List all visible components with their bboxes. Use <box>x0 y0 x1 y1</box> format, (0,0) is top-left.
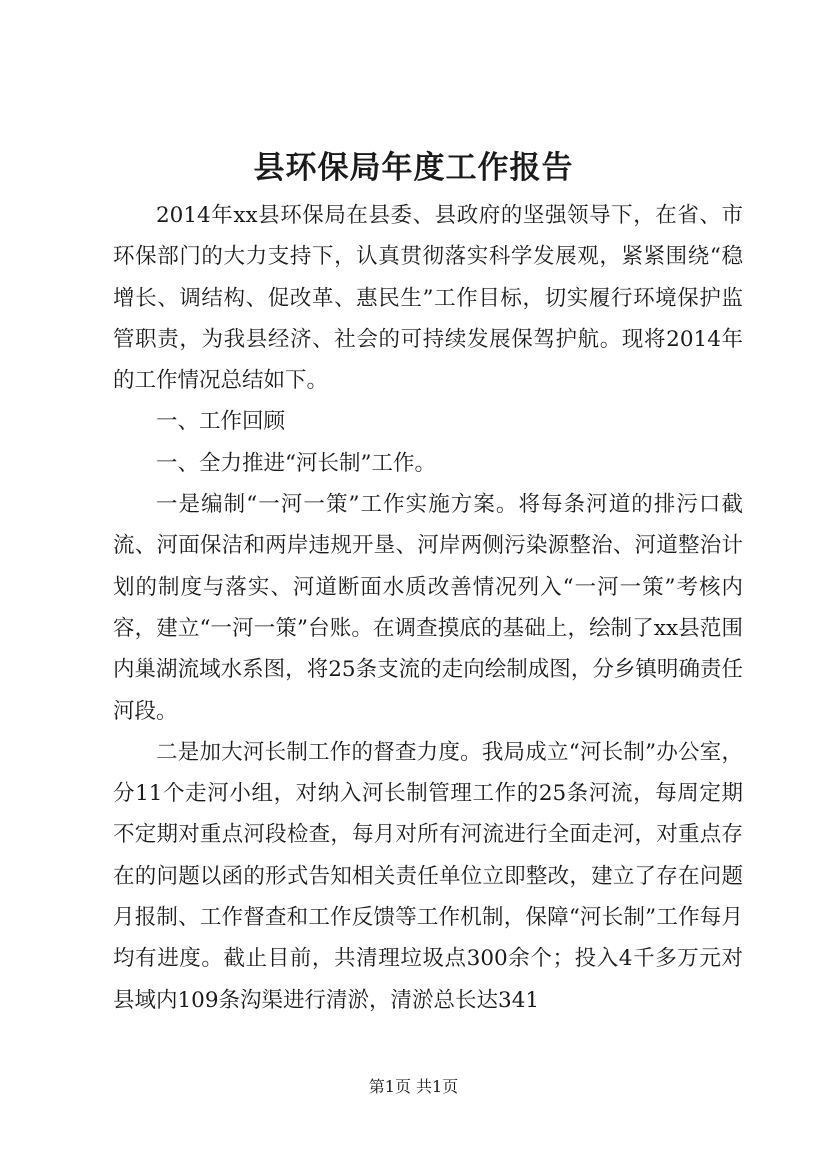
paragraph-item-1: 一是编制“一河一策”工作实施方案。将每条河道的排污口截流、河面保洁和两岸违规开垦、河岸两侧污染源整治、河道整治计划的制度与落实、河道断面水质改善情况列入“一河一策”考核内容，建立“一河一策”台账。在调查摸底的基础上，绘制了xx县范围内巢湖流域水系图，将25条支流的走向绘制成图，分乡镇明确责任河段。 <box>113 492 743 724</box>
section-heading: 一、工作回顾 <box>156 409 286 435</box>
paragraph-item-2: 二是加大河长制工作的督查力度。我局成立“河长制”办公室，分11个走河小组，对纳入河长制管理工作的25条河流，每周定期不定期对重点河段检查，每月对所有河流进行全面走河，对重点存在的问题以函的形式告知相关责任单位立即整改，建立了存在问题月报制、工作督查和工作反馈等工作机制，保障“河长制”工作每月均有进度。截止目前，共清理垃圾点300余个；投入4千多万元对县域内109条沟渠进行清淤，清淤总长达341 <box>113 739 743 1013</box>
paragraph-intro: 2014年xx县环保局在县委、县政府的坚强领导下，在省、市环保部门的大力支持下，认真贯彻落实科学发展观，紧紧围绕“稳增长、调结构、促改革、惠民生”工作目标，切实履行环境保护监管职责，为我县经济、社会的可持续发展保驾护航。现将2014年的工作情况总结如下。 <box>113 203 743 394</box>
document-title: 县环保局年度工作报告 <box>253 150 574 186</box>
page-footer: 第1页 共1页 <box>368 1077 459 1096</box>
document-body <box>113 195 743 1021</box>
subsection-heading: 一、全力推进“河长制”工作。 <box>156 450 436 476</box>
